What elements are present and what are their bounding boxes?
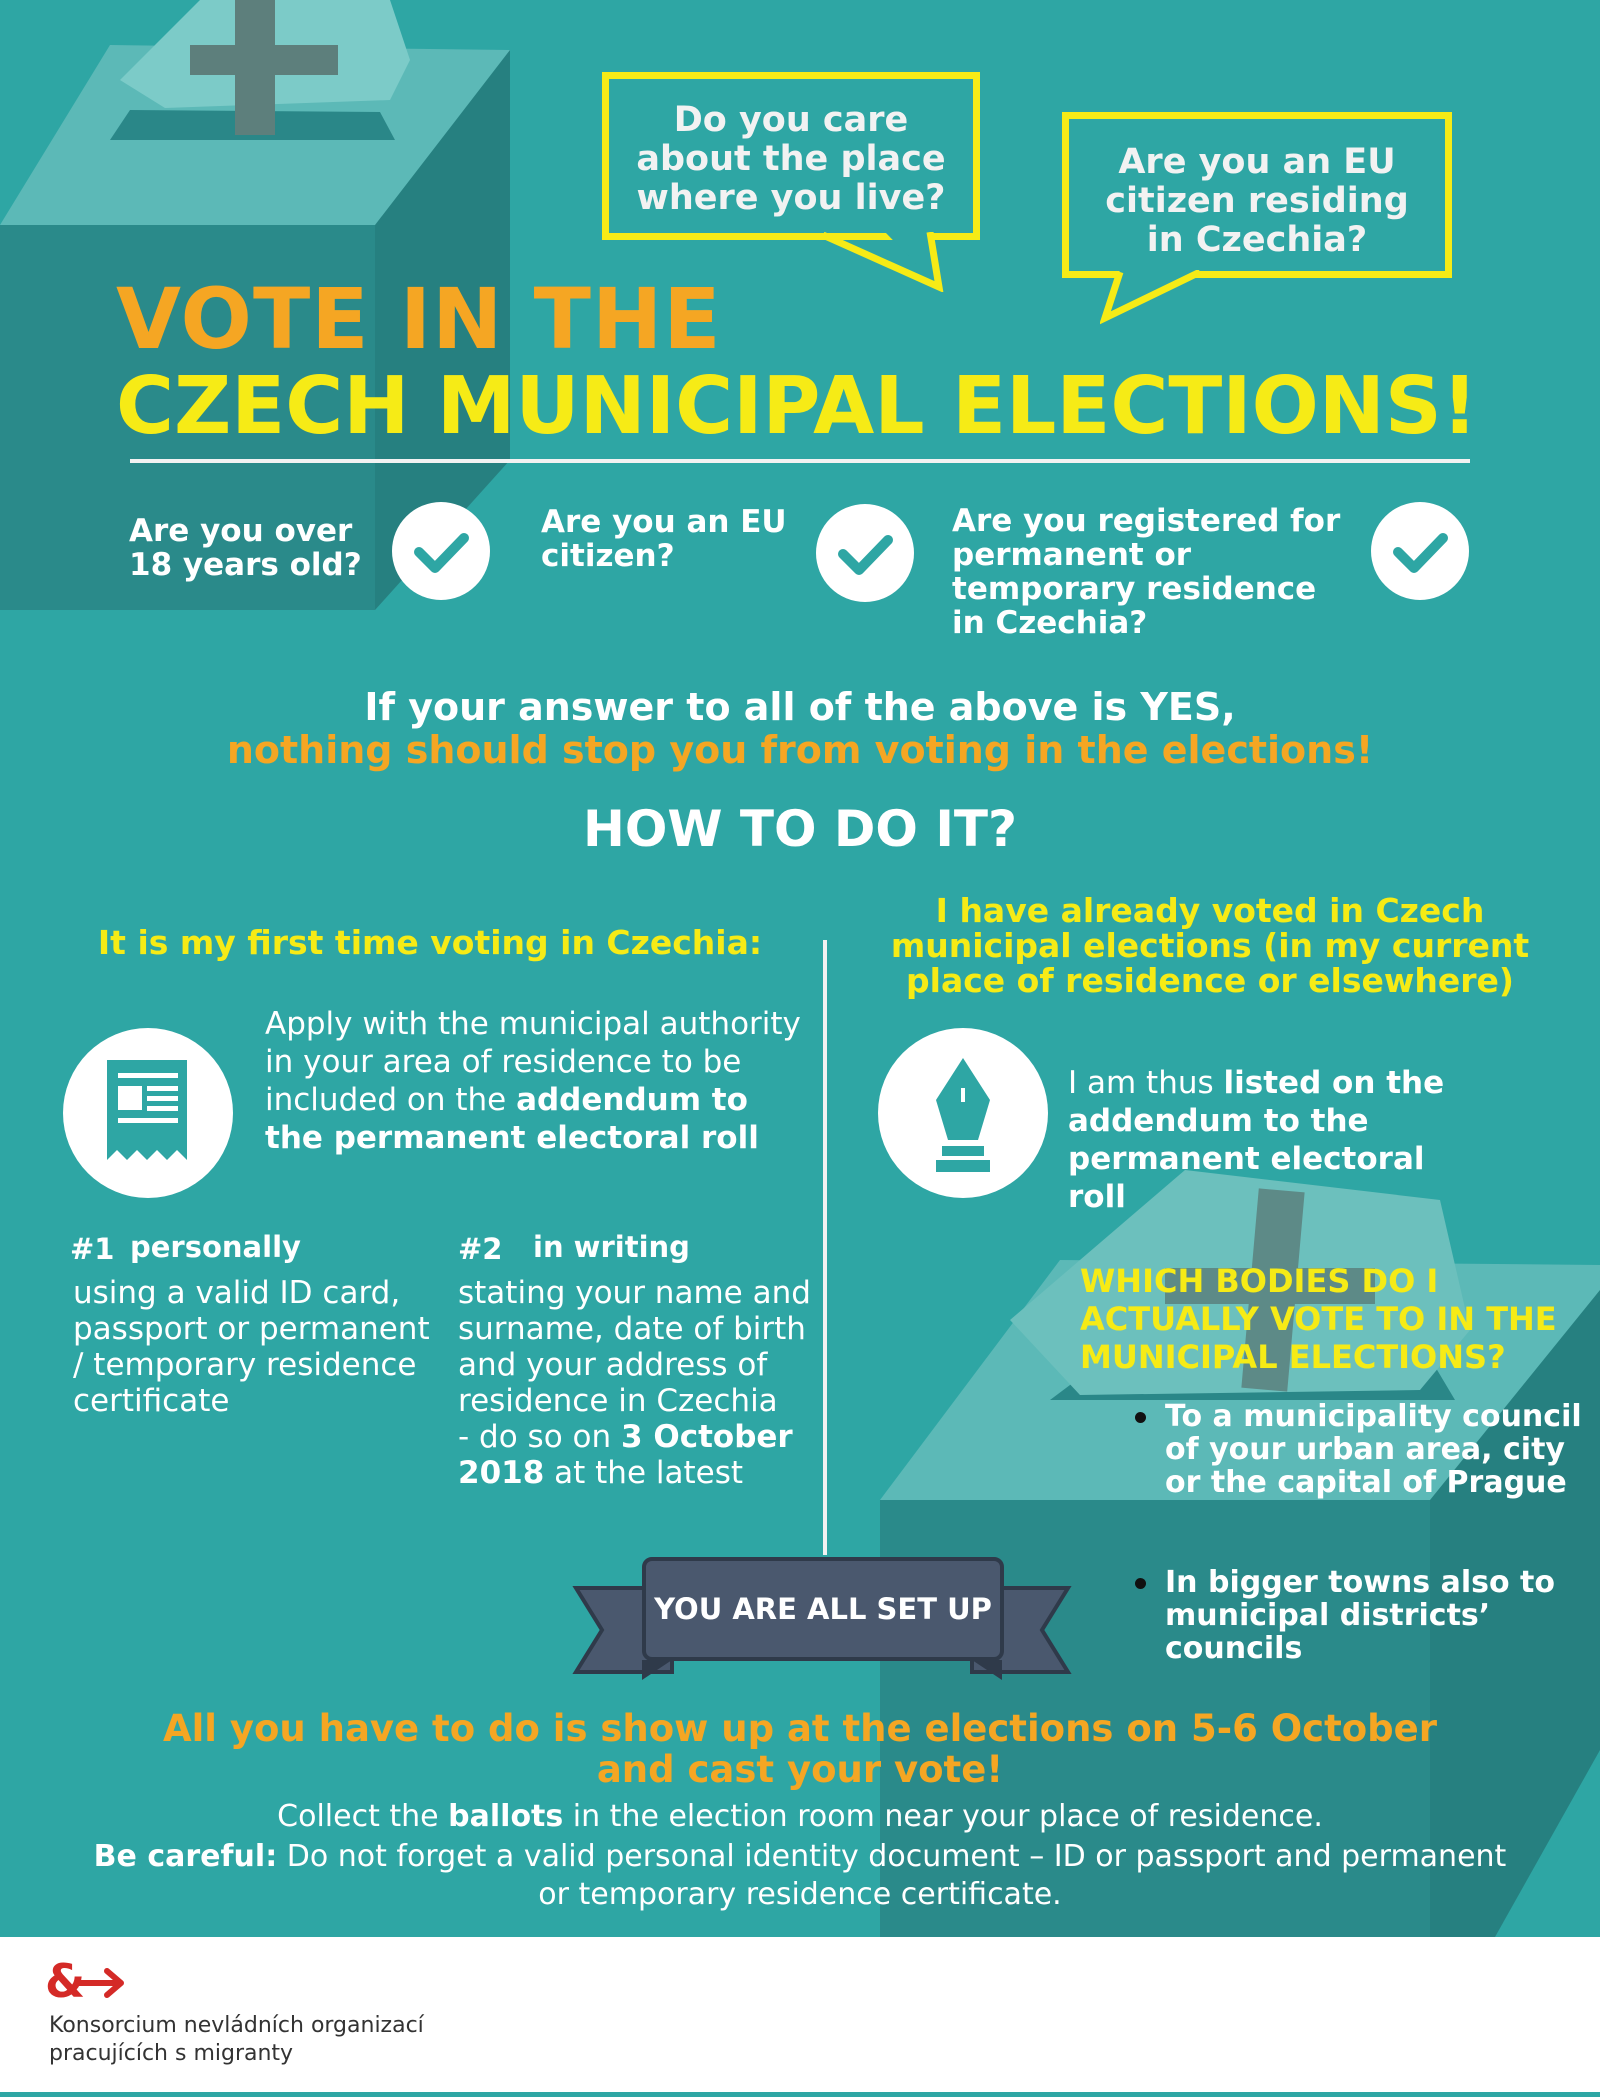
already-text-plain: I am thus: [1068, 1065, 1214, 1101]
apply-text-plain: Apply with the municipal authority in your area of residence to be included on the: [265, 1006, 801, 1118]
organization-name: [49, 2012, 424, 2068]
checkmark-icon: [392, 502, 490, 600]
step2-title: in writing: [533, 1230, 690, 1264]
bullet-dot-1: [1135, 1412, 1146, 1423]
speech-bubble-eu-text: Are you an EU citizen residing in Czechia?: [1105, 142, 1409, 260]
bodies-item-1: To a municipality council of your urban area, city or the capital of Prague: [1165, 1399, 1582, 1500]
title-divider: [130, 459, 1470, 463]
step1-title: personally: [130, 1230, 301, 1264]
speech-bubble-care: [602, 72, 980, 240]
ampersand-arrow-logo: [45, 1955, 130, 2007]
collect-bold: ballots: [448, 1799, 564, 1834]
check-registered: [1371, 502, 1469, 600]
checkmark-icon: [1371, 502, 1469, 600]
organization-name-line-2: pracujících s migranty: [49, 2041, 294, 2066]
bullet-dot-2: [1135, 1578, 1146, 1589]
document-icon-circle: [63, 1028, 233, 1198]
check-age: [392, 502, 490, 600]
bodies-item-2: In bigger towns also to municipal districts’ councils: [1165, 1565, 1555, 1666]
ballot-cross-horizontal: [190, 45, 338, 75]
collect-line: [0, 1799, 1600, 1834]
speech-bubble-eu: [1062, 112, 1452, 278]
title-line-1: VOTE IN THE: [116, 270, 722, 368]
already-voted-heading: I have already voted in Czech municipal elections (in my current place of residence or elsewhere): [890, 891, 1530, 1000]
careful-text: Do not forget a valid personal identity document – ID or passport and permanent: [286, 1839, 1507, 1874]
organization-name-line-1: Konsorcium nevládních organizací: [49, 2013, 424, 2038]
column-divider: [823, 940, 827, 1555]
careful-bold: Be careful:: [93, 1839, 278, 1874]
svg-text:&: &: [45, 1955, 86, 2007]
already-text-bold: listed on the addendum to the permanent electoral roll: [1068, 1065, 1445, 1215]
speech-bubble-care-text: Do you care about the place where you live?: [636, 100, 946, 218]
speech-bubble-care-tail: [815, 232, 945, 292]
apply-text-bold: addendum to the permanent electoral roll: [265, 1082, 759, 1156]
checkmark-icon: [816, 504, 914, 602]
step2-deadline-pre: - do so on: [458, 1419, 612, 1455]
question-age: Are you over 18 years old?: [129, 513, 362, 583]
check-citizen: [816, 504, 914, 602]
step2-number: #2: [458, 1232, 503, 1266]
careful-line: [10, 1838, 1590, 1914]
footer-bottom-line: [0, 2092, 1600, 2097]
fountain-pen-icon: [878, 1028, 1048, 1198]
question-citizen: Are you an EU citizen?: [541, 504, 787, 574]
step2-deadline-date: 3 October 2018: [458, 1419, 793, 1491]
final-line-2: and cast your vote!: [596, 1748, 1004, 1791]
step2-body: [458, 1275, 818, 1491]
all-set-banner: YOU ARE ALL SET UP: [642, 1557, 1004, 1661]
final-line-1: All you have to do is show up at the elections on 5-6 October: [162, 1707, 1438, 1750]
collect-pre: Collect the: [277, 1799, 439, 1834]
answer-line-1: If your answer to all of the above is YES,: [364, 685, 1236, 729]
step2-body-text: stating your name and surname, date of birth and your address of residence in Czechia: [458, 1275, 811, 1419]
step2-deadline-post: at the latest: [554, 1455, 744, 1491]
question-registered: Are you registered for permanent or temporary residence in Czechia?: [952, 503, 1341, 641]
step1-body: using a valid ID card, passport or permanent / temporary residence certificate: [73, 1275, 430, 1419]
already-text: [1068, 1064, 1488, 1216]
answer-line-2: nothing should stop you from voting in the elections!: [226, 728, 1374, 772]
document-icon: [63, 1028, 233, 1198]
bodies-heading: WHICH BODIES DO I ACTUALLY VOTE TO IN THE MUNICIPAL ELECTIONS?: [1080, 1262, 1557, 1376]
collect-post: in the election room near your place of residence.: [572, 1799, 1323, 1834]
how-heading: HOW TO DO IT?: [582, 800, 1018, 858]
title-line-2: CZECH MUNICIPAL ELECTIONS!: [116, 360, 1478, 452]
speech-bubble-eu-tail: [1100, 270, 1210, 325]
careful-text-2: or temporary residence certificate.: [538, 1877, 1062, 1912]
first-time-heading: It is my first time voting in Czechia:: [97, 923, 763, 962]
apply-text: [265, 1005, 805, 1157]
step1-number: #1: [70, 1232, 115, 1266]
pen-icon-circle: [878, 1028, 1048, 1198]
